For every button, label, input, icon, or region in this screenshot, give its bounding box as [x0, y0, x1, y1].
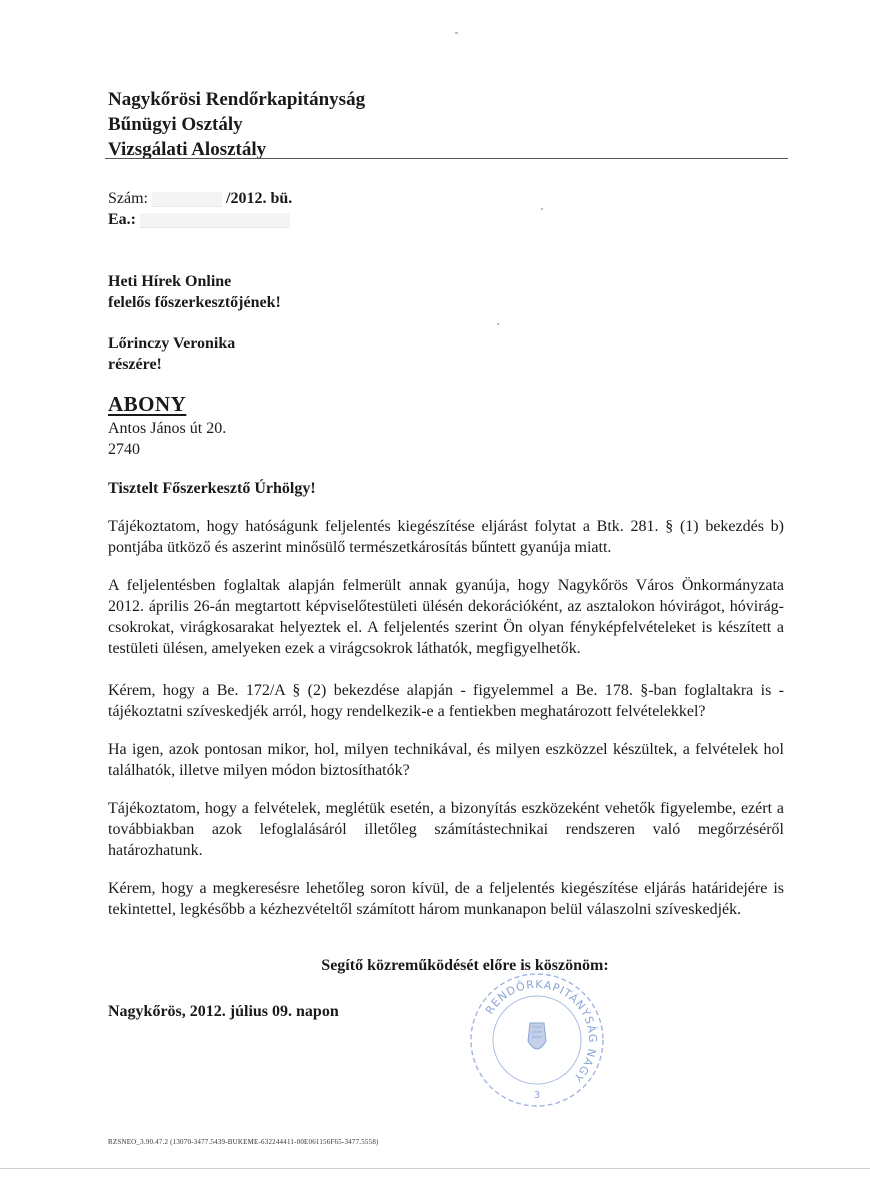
header-subdepartment: Vizsgálati Alosztály — [108, 139, 267, 160]
header-department: Bűnügyi Osztály — [108, 114, 243, 135]
stamp-ring-text: RENDŐRKAPITÁNYSÁG NAGY — [482, 977, 600, 1085]
redacted-officer — [140, 213, 290, 228]
paragraph-4: Ha igen, azok pontosan mikor, hol, milyen technikával, és milyen eszközzel készültek, a felvételek hol találhatók, illetve milyen módon biztosíthatók? — [108, 741, 784, 779]
szam-value: /2012. bü. — [226, 190, 293, 207]
document-code: RZSNEO_3.90.47.2 (13070-3477.5439-BUKEME-632244411-00E061156F65-3477.5558) — [108, 1138, 379, 1146]
paragraph-1: Tájékoztatom, hogy hatóságunk feljelentés kiegészítése eljárást folytat a Btk. 281. § (1) bekezdés b) pontjába ütköző és aszerint minősülő természetkárosítás bűntett gyanúja miatt. — [108, 518, 784, 556]
paragraph-3: Kérem, hogy a Be. 172/A § (2) bekezdése alapján - figyelemmel a Be. 178. §-ban foglaltakra is - tájékoztatni szíveskedjék arról, hogy rendelkezik-e a fentiekben meghatározott felvételekkel? — [108, 682, 784, 720]
paragraph-6: Kérem, hogy a megkeresésre lehetőleg soron kívül, de a feljelentés kiegészítése eljárás határidejére is tekintettel, legkésőbb a kézhezvételtől számított három munkanapon belül válaszolni szíveskedjék. — [108, 880, 784, 918]
header-divider — [105, 158, 788, 159]
page-bottom-line — [0, 1168, 870, 1169]
scan-speck — [497, 323, 499, 325]
recipient-name: Lőrinczy Veronika — [108, 335, 236, 352]
scan-speck — [541, 208, 543, 210]
recipient-role: felelős főszerkesztőjének! — [108, 294, 281, 311]
szam-label: Szám: — [108, 190, 148, 207]
official-stamp — [462, 965, 612, 1115]
ea-label: Ea.: — [108, 211, 136, 228]
closing-thanks: Segítő közreműködését előre is köszönöm: — [321, 957, 609, 974]
stamp-number: 3 — [533, 1090, 541, 1101]
scan-speck — [455, 32, 458, 34]
place-and-date: Nagykőrös, 2012. július 09. napon — [108, 1003, 339, 1020]
case-officer — [108, 211, 290, 229]
recipient-organization: Heti Hírek Online — [108, 273, 232, 290]
paragraph-2: A feljelentésben foglaltak alapján felmerült annak gyanúja, hogy Nagykőrös Város Önkormányzata 2012. április 26-án megtartott képviselőtestületi ülésén dekorációként, az asztalokon hóvirágot, hóvirág-csokrokat, virágkosarakat helyeztek el. A feljelentés szerint Ön olyan fényképfelvételeket is készített a testületi ülésen, amelyeken ezek a virágcsokrok láthatók, megfigyelhetők. — [108, 577, 784, 657]
recipient-zip: 2740 — [108, 441, 140, 458]
header-unit-name: Nagykőrösi Rendőrkapitányság — [108, 89, 366, 110]
reference-number — [108, 190, 292, 208]
paragraph-5: Tájékoztatom, hogy a felvételek, meglétük esetén, a bizonyítás eszközeként vehetők figyelembe, ezért a továbbiakban azok lefoglalásáról illetőleg számítástechnikai rendszeren való megőrzéséről határozhatunk. — [108, 800, 784, 859]
recipient-attention: részére! — [108, 356, 162, 373]
salutation: Tisztelt Főszerkesztő Úrhölgy! — [108, 480, 316, 497]
recipient-city: ABONY — [108, 392, 187, 416]
redacted-number — [152, 192, 222, 207]
recipient-street: Antos János út 20. — [108, 420, 227, 437]
